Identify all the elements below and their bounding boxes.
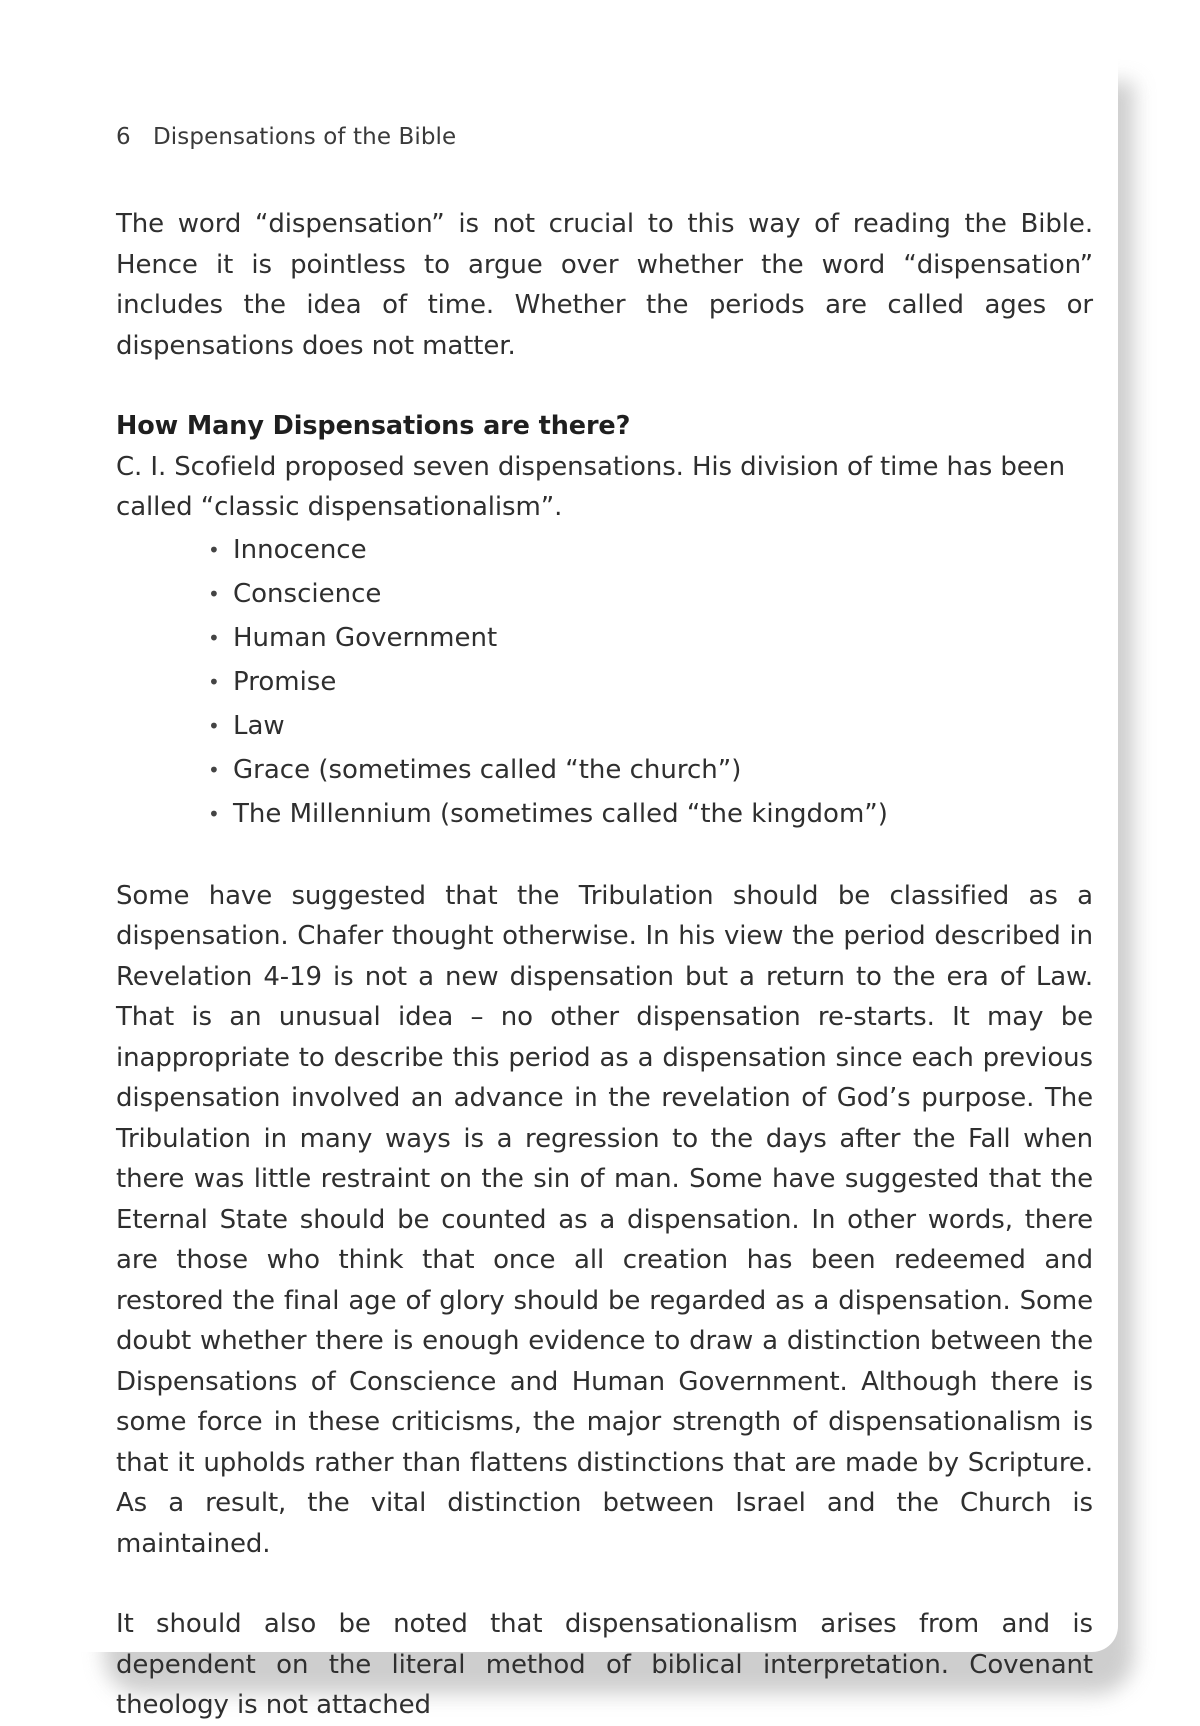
list-item: • Innocence — [208, 528, 1093, 572]
list-item: • The Millennium (sometimes called “the kingdom”) — [208, 792, 1093, 836]
paragraph-tribulation: Some have suggested that the Tribulation should be classified as a dispensation. Chafer thought otherwise. In his view the period described in Revelation 4-19 is not a new dispensation but a return to the era of Law. That is an unusual idea – no other dispensation re-starts. It may be inappropriate to describe this period as a dispensation since each previous dispensation involved an advance in the revelation of God’s purpose. The Tribulation in many ways is a regression to the days after the Fall when there was little restraint on the sin of man. Some have suggested that the Eternal State should be counted as a dispensation. In other words, there are those who think that once all creation has been redeemed and restored the final age of glory should be regarded as a dispensation. Some doubt whether there is enough evidence to draw a distinction between the Dispensations of Conscience and Human Government. Although there is some force in these criticisms, the major strength of dispensationalism is that it upholds rather than flattens distinctions that are made by Scripture. As a result, the vital distinction between Israel and the Church is maintained. — [116, 880, 1093, 1559]
list-item: • Promise — [208, 660, 1093, 704]
dispensation-list — [116, 528, 1093, 836]
page-number: 6 — [116, 124, 131, 150]
section-heading: How Many Dispensations are there? — [116, 411, 631, 441]
list-item: • Grace (sometimes called “the church”) — [208, 748, 1093, 792]
list-item: • Human Government — [208, 616, 1093, 660]
body-text — [116, 204, 1093, 1726]
running-head — [116, 124, 456, 150]
paragraph-literal-method: It should also be noted that dispensationalism arises from and is dependent on the literal method of biblical interpretation. Covenant theology is not attached — [116, 1609, 1093, 1720]
paragraph-dispensation-word: The word “dispensation” is not crucial to this way of reading the Bible. Hence it is pointless to argue over whether the word “dispensation” includes the idea of time. Whether the periods are called ages or dispensations does not matter. — [116, 209, 1093, 361]
list-item: • Conscience — [208, 572, 1093, 616]
paragraph-scofield: C. I. Scofield proposed seven dispensations. His division of time has been called “classic dispensationalism”. — [116, 451, 1065, 522]
list-item: • Law — [208, 704, 1093, 748]
running-head-title: Dispensations of the Bible — [153, 124, 457, 150]
